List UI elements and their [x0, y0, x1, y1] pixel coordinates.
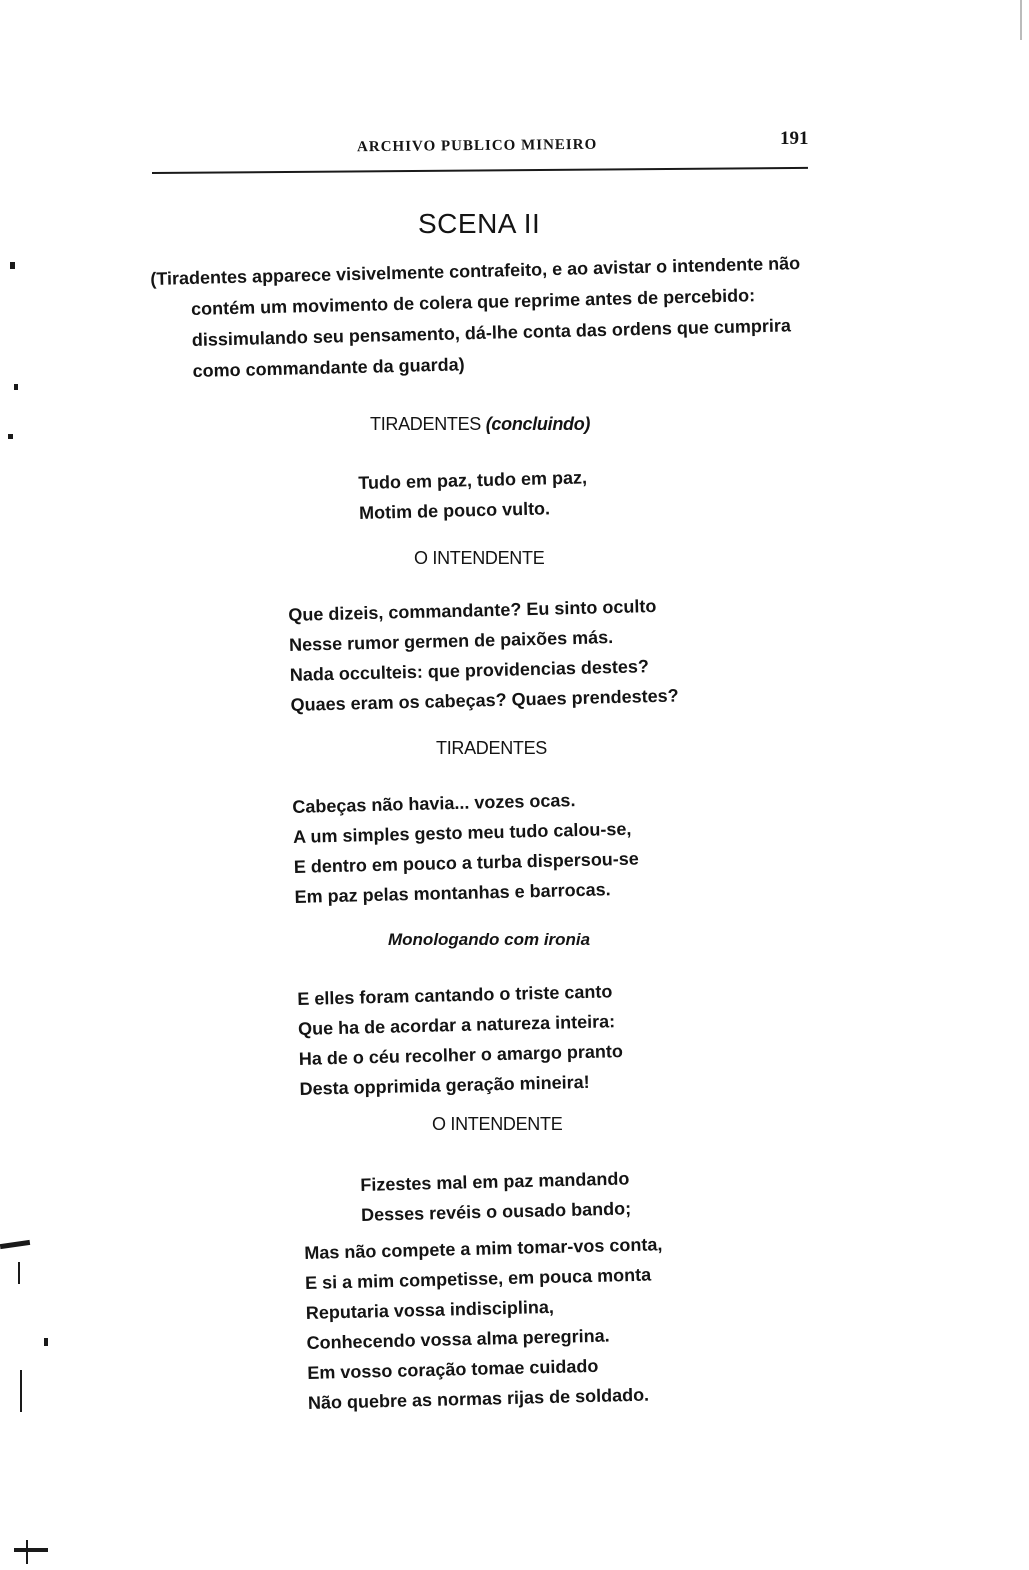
verse-line: Conhecendo vossa alma peregrina. — [306, 1325, 610, 1353]
verse-line: Nesse rumor germen de paixões más. — [288, 627, 614, 655]
scan-speck — [44, 1338, 48, 1346]
stage-direction-line: (Tiradentes apparece visivelmente contrafeito, e ao avistar o intendente não — [150, 253, 801, 289]
verse-line: A um simples gesto meu tudo calou-se, — [292, 818, 632, 847]
verse-line: Desses revéis o ousado bando; — [360, 1198, 632, 1225]
verse-line: Motim de pouco vulto. — [358, 498, 551, 523]
stage-direction-line: dissimulando seu pensamento, dá-lhe conta das ordens que cumprira — [191, 315, 792, 350]
scene-title: SCENA II — [418, 208, 541, 239]
verse-line: Ha de o céu recolher o amargo pranto — [298, 1041, 624, 1069]
scan-speck — [8, 434, 13, 439]
verse-line: Quaes eram os cabeças? Quaes prendestes? — [290, 685, 679, 715]
verse-block — [358, 462, 588, 528]
running-head: ARCHIVO PUBLICO MINEIRO — [356, 136, 598, 156]
scan-speck — [26, 1540, 28, 1564]
stage-direction — [150, 248, 823, 388]
verse-block — [297, 976, 624, 1104]
verse-line: E si a mim competisse, em pouca monta — [304, 1264, 652, 1293]
scan-edge — [1020, 0, 1022, 40]
speaker-direction: (concluindo) — [485, 414, 591, 434]
verse-block — [292, 784, 640, 912]
speaker-name: O INTENDENTE — [432, 1114, 563, 1134]
scan-speck — [10, 262, 15, 269]
verse-line: E dentro em pouco a turba dispersou-se — [293, 848, 640, 877]
verse-line: Mas não compete a mim tomar-vos conta, — [304, 1234, 663, 1263]
speaker-name: TIRADENTES — [370, 414, 482, 434]
verse-block-indented — [360, 1163, 631, 1230]
scan-speck — [0, 1240, 30, 1249]
stage-direction-line: contém um movimento de colera que reprime antes de percebido: — [190, 285, 756, 320]
scan-speck — [18, 1262, 20, 1284]
scan-speck — [14, 384, 18, 390]
verse-line: Em vosso coração tomae cuidado — [307, 1355, 599, 1383]
verse-block — [304, 1229, 666, 1418]
speaker-name: TIRADENTES — [436, 738, 548, 758]
verse-line: Não quebre as normas rijas de soldado. — [307, 1384, 650, 1413]
stage-aside: Monologando com ironia — [388, 930, 591, 949]
page-number: 191 — [780, 128, 809, 149]
scan-speck — [20, 1370, 22, 1412]
verse-line: Reputaria vossa indisciplina, — [305, 1296, 555, 1323]
speaker-heading — [370, 414, 590, 435]
verse-line: E elles foram cantando o triste canto — [297, 981, 613, 1009]
verse-line: Tudo em paz, tudo em paz, — [358, 467, 588, 493]
header-rule — [152, 167, 808, 174]
speaker-name: O INTENDENTE — [414, 548, 545, 568]
verse-line: Em paz pelas montanhas e barrocas. — [294, 879, 611, 907]
verse-line: Nada occulteis: que providencias destes? — [289, 656, 650, 685]
verse-line: Que dizeis, commandante? Eu sinto oculto — [288, 596, 657, 625]
scan-speck — [14, 1548, 48, 1552]
verse-block — [288, 591, 679, 720]
verse-line: Cabeças não havia... vozes ocas. — [292, 790, 576, 817]
stage-direction-line: como commandante da guarda) — [192, 354, 465, 381]
verse-line: Que ha de acordar a natureza inteira: — [297, 1011, 616, 1039]
verse-line: Fizestes mal em paz mandando — [360, 1168, 630, 1195]
verse-line: Desta opprimida geração mineira! — [299, 1071, 590, 1099]
